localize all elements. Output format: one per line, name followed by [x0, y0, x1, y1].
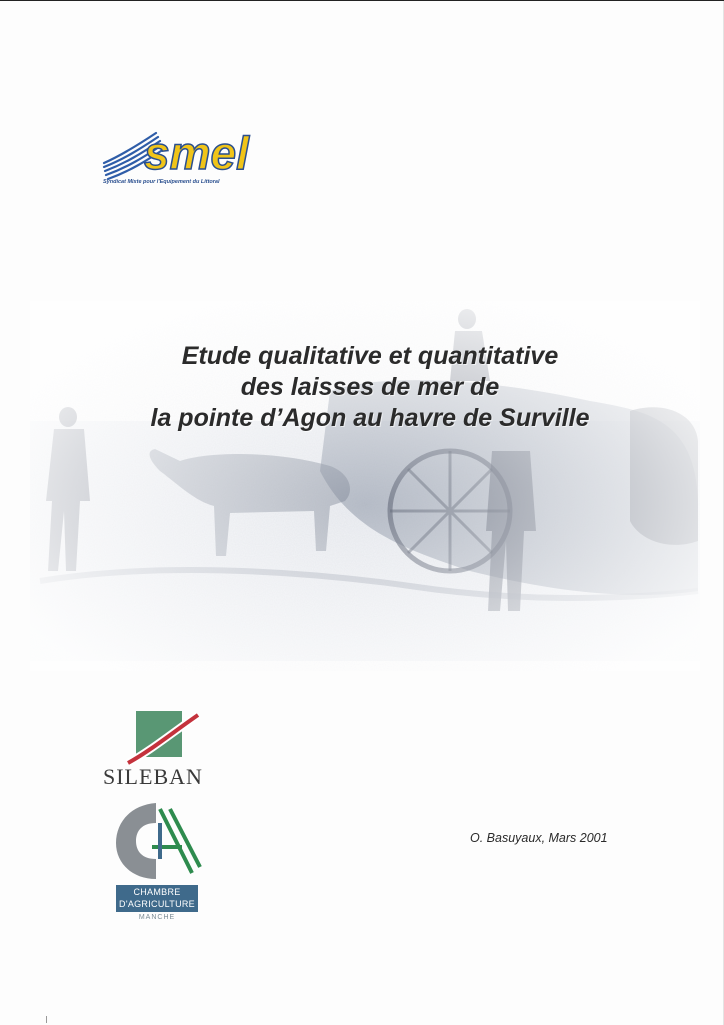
title-line-3: la pointe d’Agon au havre de Surville: [150, 404, 590, 432]
sileban-logo-mark: [120, 711, 200, 769]
scan-mark: [46, 1016, 47, 1023]
smel-wordmark: smel: [144, 127, 249, 179]
title-line-1: Etude qualitative et quantitative: [181, 342, 559, 370]
chambre-line-1: CHAMBRE: [133, 887, 181, 897]
author-date: O. Basuyaux, Mars 2001: [470, 831, 608, 845]
chambre-line-2: D'AGRICULTURE: [119, 899, 195, 909]
chambre-manche: MANCHE: [138, 914, 176, 921]
smel-tagline: Syndicat Mixte pour l'Equipement du Littoral: [103, 179, 220, 185]
chambre-agriculture-logo-mark: [112, 801, 202, 881]
title-line-2: des laisses de mer de: [240, 373, 500, 401]
document-title: [90, 341, 650, 434]
sileban-name: SILEBAN: [103, 764, 203, 789]
chambre-agriculture-label: [116, 885, 198, 912]
